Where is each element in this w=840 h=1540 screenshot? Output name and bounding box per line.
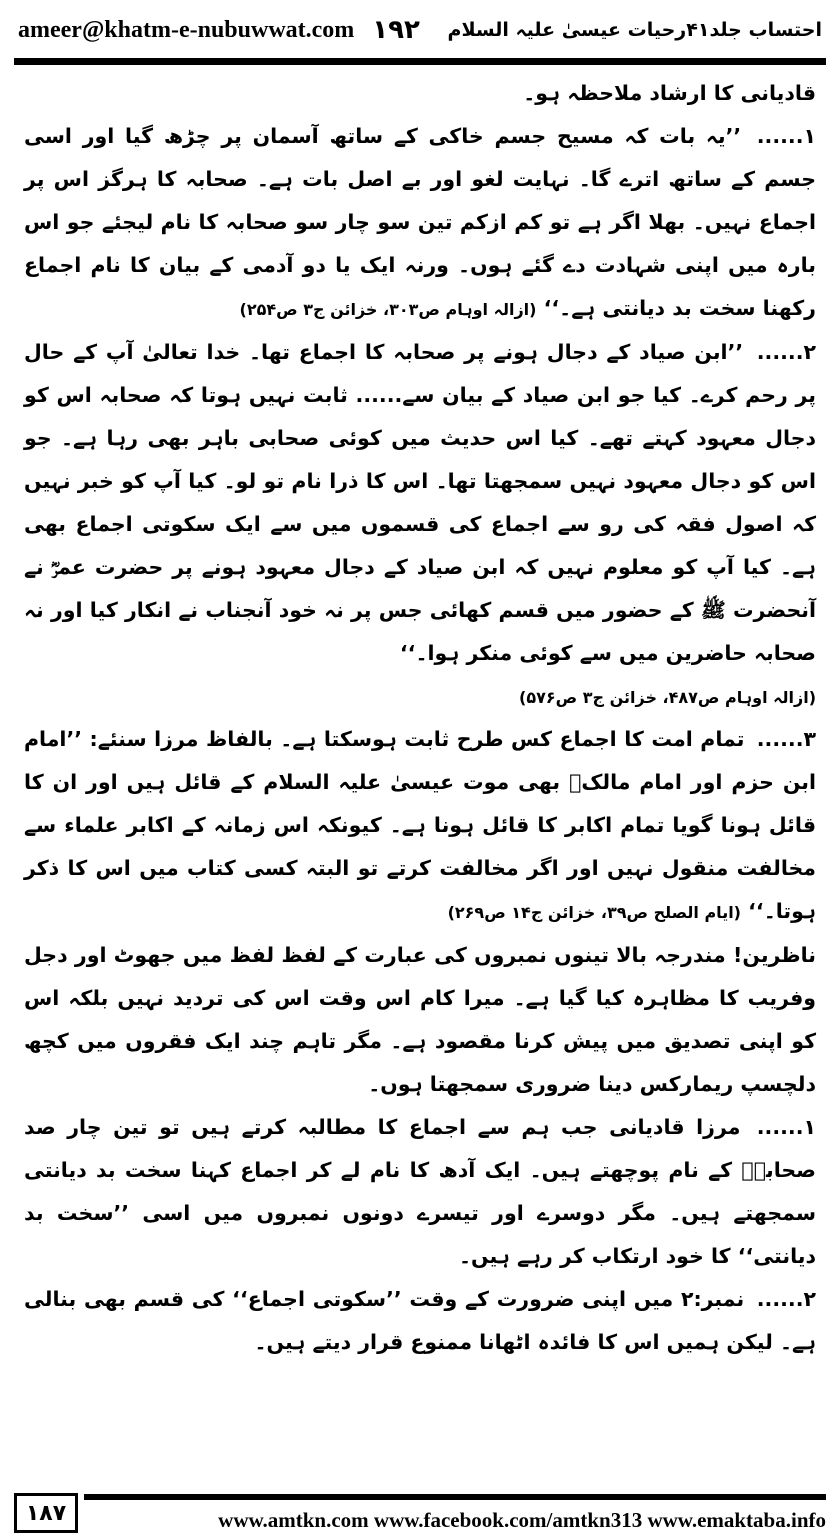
- quote-3: [24, 718, 816, 934]
- quote-2-number: ۲......: [756, 340, 817, 364]
- remark-1: [24, 1106, 816, 1278]
- header-book-title: احتساب جلد۴۱رحیات عیسیٰ علیہ السلام: [447, 19, 822, 41]
- quote-1-number: ۱......: [756, 124, 816, 148]
- quote-2: [24, 331, 816, 675]
- remark-2: [24, 1278, 816, 1364]
- quote-3-reference: (ایام الصلح ص۳۹، خزائن ج۱۴ ص۲۶۹): [447, 903, 741, 922]
- remark-1-text: مرزا قادیانی جب ہم سے اجماع کا مطالبہ کرتے ہیں تو تین چار صد صحابہؓ کے نام پوچھتے ہیں۔ ایک آدھ کا نام لے کر اجماع کہنا سخت بد دیانتی سمجھتے ہیں۔ مگر دوسرے اور تیسرے دونوں نمبروں میں اسی ’’سخت بد دیانتی‘‘ کا خود ارتکاب کر رہے ہیں۔: [24, 1115, 816, 1268]
- remark-2-number: ۲......: [756, 1287, 816, 1311]
- header-rule: [14, 58, 826, 65]
- header-email[interactable]: ameer@khatm-e-nubuwwat.com: [18, 16, 355, 43]
- page-header: [18, 8, 822, 52]
- quote-1: [24, 115, 816, 331]
- intro-line: قادیانی کا ارشاد ملاحظہ ہو۔: [523, 81, 816, 105]
- remark-1-number: ۱......: [756, 1115, 816, 1139]
- quote-2-reference-line: [24, 675, 816, 718]
- header-page-number: ۱۹۲: [372, 15, 420, 45]
- quote-3-number: ۳......: [756, 727, 817, 751]
- header-left: [18, 15, 420, 45]
- page-body: [24, 72, 816, 1364]
- quote-3-text: تمام امت کا اجماع کس طرح ثابت ہوسکتا ہے۔ بالفاظ مرزا سنئے: ’’امام ابن حزم اور امام مالکؒ بھی موت عیسیٰ علیہ السلام کے قائل ہیں اور ان کا قائل ہونا گویا تمام اکابر کا قائل ہونا ہے۔ کیونکہ اس زمانہ کے اکابر علماء سے مخالفت منقول نہیں اور اگر مخالفت کرتے تو البتہ کسی کتاب میں اس کا ذکر ہوتا۔‘‘: [24, 727, 816, 923]
- quote-1-text: ’’یہ بات کہ مسیح جسم خاکی کے ساتھ آسمان پر چڑھ گیا اور اسی جسم کے ساتھ اترے گا۔ نہایت لغو اور بے اصل بات ہے۔ صحابہ کا ہرگز اس پر اجماع نہیں۔ بھلا اگر ہے تو کم ازکم تین سو چار سو صحابہ کا نام لیجئے جو اس بارہ میں اپنی شہادت دے گئے ہوں۔ ورنہ ایک یا دو آدمی کے بیان کا نام اجماع رکھنا سخت بد دیانتی ہے۔‘‘: [24, 124, 816, 320]
- quote-1-reference: (ازالہ اوہام ص۳۰۳، خزائن ج۳ ص۲۵۴): [239, 300, 537, 319]
- commentary-paragraph: ناظرین! مندرجہ بالا تینوں نمبروں کی عبارت کے لفظ لفظ میں جھوٹ اور دجل وفریب کا مظاہرہ کیا گیا ہے۔ میرا کام اس وقت اس کی تردید نہیں بلکہ اس کو اپنی تصدیق میں پیش کرنا مقصود ہے۔ مگر تاہم چند ایک فقروں میں کچھ دلچسپ ریمارکس دینا ضروری سمجھتا ہوں۔: [24, 943, 816, 1096]
- quote-2-reference: (ازالہ اوہام ص۴۸۷، خزائن ج۳ ص۵۷۶): [519, 688, 816, 707]
- footer-page-box: ۱۸۷: [14, 1493, 78, 1533]
- page-footer: [14, 1492, 826, 1534]
- footer-links[interactable]: www.amtkn.com www.facebook.com/amtkn313 www.emaktaba.info: [218, 1507, 826, 1532]
- quote-2-text: ’’ابن صیاد کے دجال ہونے پر صحابہ کا اجماع تھا۔ خدا تعالیٰ آپ کے حال پر رحم کرے۔ کیا جو ابن صیاد کے بیان سے...... ثابت نہیں ہوتا کہ صحابہ اس کو دجال معہود کہتے تھے۔ کیا اس حدیث میں کوئی صحابی باہر بھی رہا ہے۔ جو اس کو دجال معہود نہیں سمجھتا تھا۔ اس کا ذرا نام تو لو۔ کیا آپ کو خبر نہیں کہ اصول فقہ کی رو سے اجماع کی قسموں میں سے ایک سکوتی اجماع بھی ہے۔ کیا آپ کو معلوم نہیں کہ ابن صیاد کے دجال معہود ہونے پر حضرت عمرؓ نے آنحضرت ﷺ کے حضور میں قسم کھائی جس پر نہ خود آنجناب نے انکار کیا اور نہ صحابہ حاضرین میں سے کوئی منکر ہوا۔‘‘: [24, 340, 816, 665]
- remark-2-text: نمبر:۲ میں اپنی ضرورت کے وقت ’’سکوتی اجماع‘‘ کی قسم بھی بنالی ہے۔ لیکن ہمیں اس کا فائدہ اٹھانا ممنوع قرار دیتے ہیں۔: [24, 1287, 816, 1354]
